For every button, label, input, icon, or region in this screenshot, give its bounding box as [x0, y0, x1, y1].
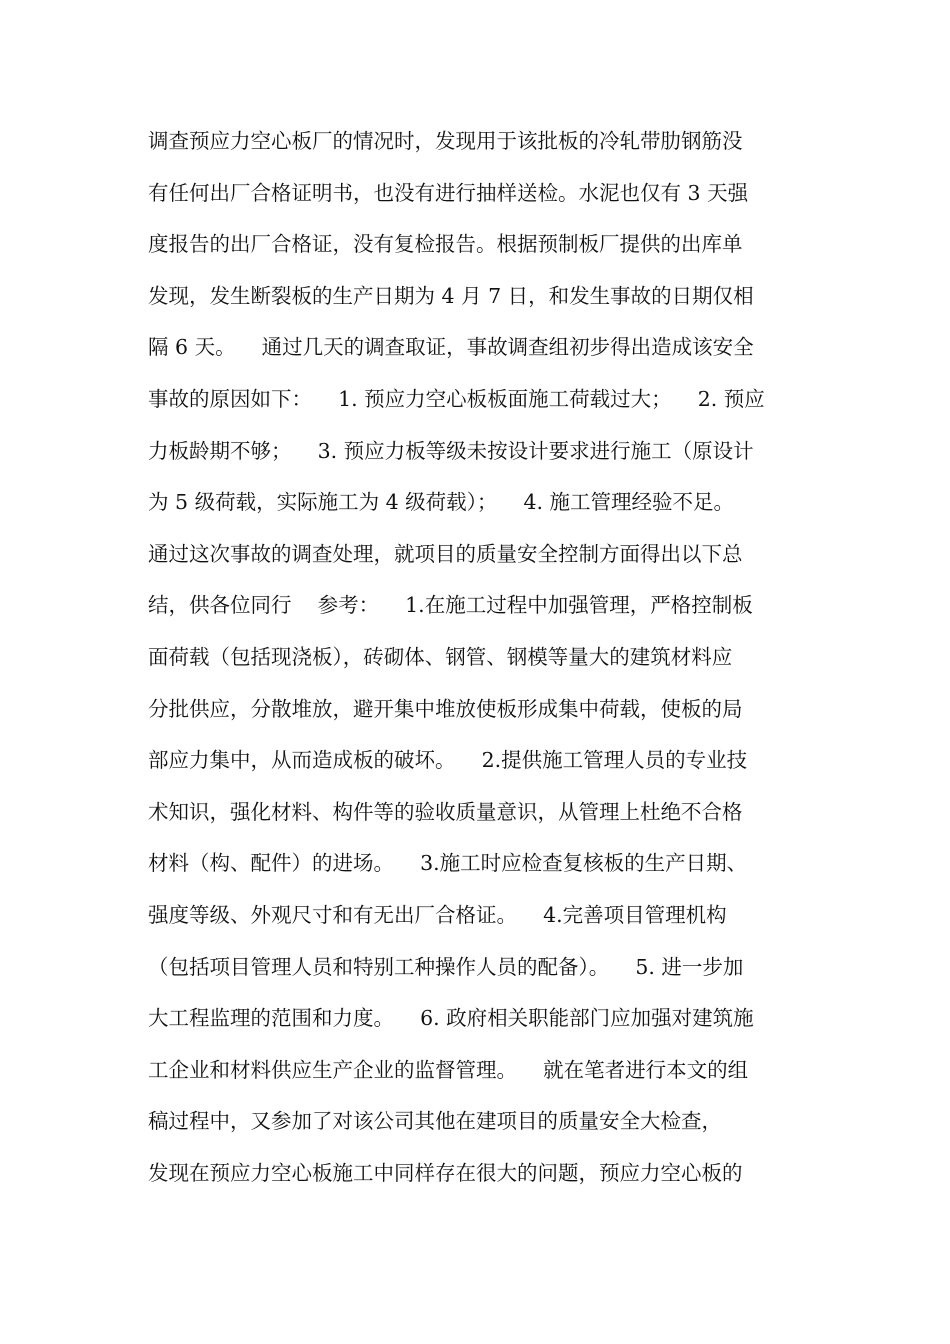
text-line: 通过这次事故的调查处理，就项目的质量安全控制方面得出以下总: [148, 541, 743, 566]
text-line: 大工程监理的范围和力度。 6. 政府相关职能部门应加强对建筑施: [148, 1006, 754, 1031]
text-line: 材料（构、配件）的进场。 3.施工时应检查复核板的生产日期、: [148, 851, 748, 876]
text-line: 调查预应力空心板厂的情况时，发现用于该批板的冷轧带肋钢筋没: [148, 129, 743, 153]
text-line: 结，供各位同行 参考： 1.在施工过程中加强管理，严格控制板: [148, 593, 753, 618]
text-line: 力板龄期不够； 3. 预应力板等级未按设计要求进行施工（原设计: [148, 438, 754, 463]
text-line: 术知识，强化材料、构件等的验收质量意识，从管理上杜绝不合格: [148, 799, 743, 824]
text-line: 有任何出厂合格证明书，也没有进行抽样送检。水泥也仅有 3 天强: [148, 180, 749, 205]
text-line: 为 5 级荷载，实际施工为 4 级荷载）； 4. 施工管理经验不足。: [148, 490, 735, 515]
text-line: 部应力集中，从而造成板的破坏。 2.提供施工管理人员的专业技: [148, 748, 748, 773]
text-line: 强度等级、外观尺寸和有无出厂合格证。 4.完善项目管理机构: [148, 902, 727, 927]
text-line: 稿过程中，又参加了对该公司其他在建项目的质量安全大检查，: [148, 1109, 722, 1134]
text-line: （包括项目管理人员和特别工种操作人员的配备）。 5. 进一步加: [148, 954, 744, 979]
text-line: 隔 6 天。 通过几天的调查取证，事故调查组初步得出造成该安全: [148, 335, 754, 360]
text-line: 面荷载（包括现浇板），砖砌体、钢管、钢模等量大的建筑材料应: [148, 644, 733, 669]
text-line: 分批供应，分散堆放，避开集中堆放使板形成集中荷载，使板的局: [148, 696, 743, 721]
text-line: 工企业和材料供应生产企业的监督管理。 就在笔者进行本文的组: [148, 1057, 749, 1082]
body-text: [148, 116, 808, 1199]
text-line: 发现，发生断裂板的生产日期为 4 月 7 日，和发生事故的日期仅相: [148, 283, 754, 308]
text-line: 事故的原因如下： 1. 预应力空心板板面施工荷载过大； 2. 预应: [148, 386, 765, 411]
text-line: 发现在预应力空心板施工中同样存在很大的问题，预应力空心板的: [148, 1160, 743, 1185]
text-line: 度报告的出厂合格证，没有复检报告。根据预制板厂提供的出库单: [148, 232, 743, 257]
